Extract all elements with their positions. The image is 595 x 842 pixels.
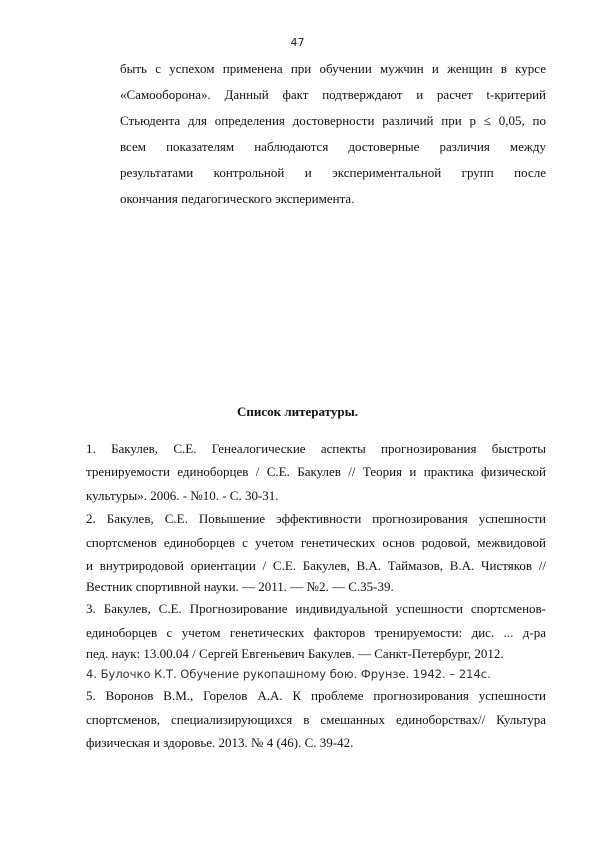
references-list: [86, 437, 546, 754]
paragraph-line: окончания педагогического эксперимента.: [120, 191, 355, 206]
paragraph-line: всем показателям наблюдаются достоверные различия между: [120, 139, 546, 154]
intro-paragraph: [120, 56, 546, 212]
reference-item: [86, 684, 546, 754]
reference-line: 3. Бакулев, С.Е. Прогнозирование индивидуальной успешности спортсменов-: [86, 601, 546, 617]
reference-line: и внутриродовой ориентации / С.Е. Бакулев, В.А. Таймазов, В.А. Чистяков //: [86, 557, 546, 573]
paragraph-line: Стьюдента для определения достоверности различий при р ≤ 0,05, по: [120, 113, 546, 128]
reference-line: 1. Бакулев, С.Е. Генеалогические аспекты прогнозирования быстроты: [86, 441, 546, 456]
reference-line: Вестник спортивной науки. — 2011. — №2. — С.35-39.: [86, 579, 394, 595]
reference-item: [86, 664, 546, 684]
reference-item: [86, 507, 546, 597]
reference-line: тренируемости единоборцев / С.Е. Бакулев // Теория и практика физической: [86, 464, 546, 480]
reference-line: спортсменов, специализирующихся в смешанных единоборствах// Культура: [86, 711, 546, 727]
references-title: Список литературы.: [236, 404, 359, 419]
reference-line: культуры». 2006. - №10. - С. 30-31.: [86, 487, 279, 503]
reference-line: 4. Булочко К.Т. Обучение рукопашному бою. Фрунзе. 1942. – 214с.: [86, 667, 491, 682]
reference-line: физическая и здоровье. 2013. № 4 (46). С. 39-42.: [86, 734, 354, 750]
reference-item: [86, 597, 546, 664]
reference-line: 2. Бакулев, С.Е. Повышение эффективности прогнозирования успешности: [86, 511, 546, 527]
reference-item: [86, 437, 546, 507]
paragraph-line: результатами контрольной и экспериментальной групп после: [120, 165, 546, 180]
reference-line: пед. наук: 13.00.04 / Сергей Евгеньевич Бакулев. — Санкт-Петербург, 2012.: [86, 646, 504, 662]
paragraph-line: быть с успехом применена при обучении мужчин и женщин в курсе: [120, 61, 546, 76]
reference-line: единоборцев с учетом генетических факторов тренируемости: дис. ... д-ра: [86, 624, 546, 640]
page-number: 47: [290, 36, 305, 49]
reference-line: 5. Воронов В.М., Горелов А.А. К проблеме прогнозирования успешности: [86, 688, 546, 704]
paragraph-line: «Самооборона». Данный факт подтверждают и расчет t-критерий: [120, 87, 546, 102]
reference-line: спортсменов единоборцев с учетом генетических основ родовой, межвидовой: [86, 534, 546, 550]
